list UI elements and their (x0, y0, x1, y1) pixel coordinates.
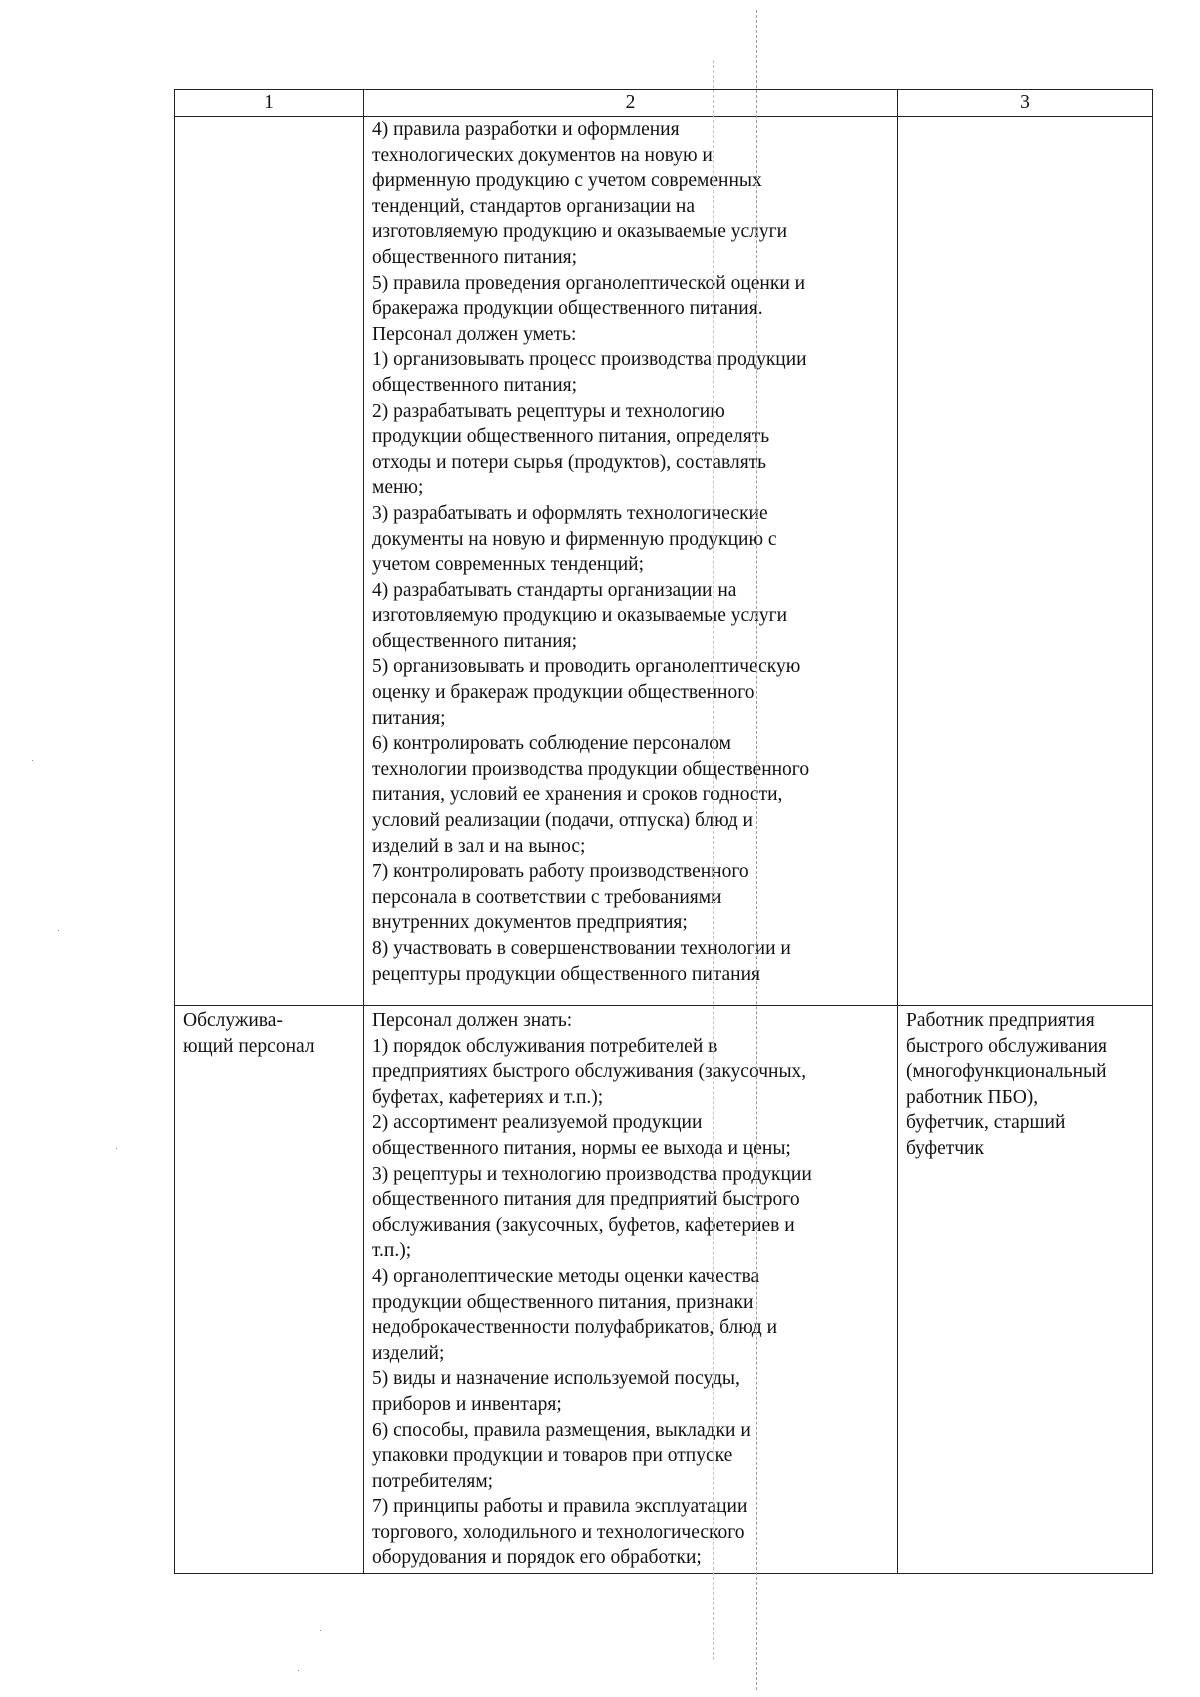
text-line: Персонал должен знать: (372, 1010, 573, 1031)
text-line: тенденций, стандартов организации на (372, 195, 696, 217)
text-line: фирменную продукцию с учетом современных (372, 170, 762, 192)
text-line: меню; (372, 477, 424, 499)
text-line: 4) органолептические методы оценки качества (372, 1265, 760, 1287)
text-line: питания; (372, 707, 446, 729)
text-line: Персонал должен уметь: (372, 323, 577, 345)
position-title-line: буфетчик, старший (906, 1112, 1066, 1134)
text-line: 6) контролировать соблюдение персоналом (372, 733, 731, 755)
position-title-line: Работник предприятия (906, 1010, 1095, 1031)
position-title-line: быстрого обслуживания (906, 1035, 1107, 1057)
text-line: потребителям; (372, 1470, 494, 1492)
text-line: технологических документов на новую и (372, 144, 713, 166)
text-line: 5) виды и назначение используемой посуды, (372, 1368, 740, 1390)
text-line: упаковки продукции и товаров при отпуске (372, 1445, 733, 1467)
text-line: приборов и инвентаря; (372, 1393, 562, 1415)
row2-col3-cell (898, 1006, 1153, 1574)
text-line: 2) ассортимент реализуемой продукции (372, 1112, 703, 1134)
text-line: изделий в зал и на вынос; (372, 835, 586, 857)
text-line: 7) принципы работы и правила эксплуатации (372, 1496, 748, 1518)
text-line: 3) разрабатывать и оформлять технологические (372, 502, 768, 524)
text-line: 1) организовывать процесс производства продукции (372, 349, 807, 371)
text-line: 6) способы, правила размещения, выкладки и (372, 1419, 751, 1441)
header-cell-2: 2 (364, 90, 898, 117)
text-line: предприятиях быстрого обслуживания (закусочных, (372, 1061, 807, 1083)
text-line: общественного питания; (372, 246, 578, 268)
row1-col3-cell (898, 117, 1153, 1006)
text-line: недоброкачественности полуфабрикатов, блюд и (372, 1317, 778, 1339)
text-line: торгового, холодильного и технологического (372, 1521, 745, 1543)
category-label-line: Обслужива- (183, 1010, 283, 1031)
row2-col1-cell (175, 1006, 364, 1574)
text-line: продукции общественного питания, определять (372, 426, 770, 448)
text-line: внутренних документов предприятия; (372, 912, 688, 934)
text-line: общественного питания; (372, 374, 578, 396)
header-cell-1: 1 (175, 90, 364, 117)
text-line: 3) рецептуры и технологию производства продукции (372, 1163, 812, 1185)
text-line: учетом современных тенденций; (372, 554, 645, 576)
scan-speck (32, 760, 33, 761)
text-line: рецептуры продукции общественного питания (372, 963, 761, 985)
text-line: изделий; (372, 1342, 445, 1364)
text-line: 5) правила проведения органолептической оценки и (372, 272, 806, 294)
text-line: персонала в соответствии с требованиями (372, 886, 722, 908)
document-table (174, 89, 1153, 1574)
table-row (175, 117, 1153, 1006)
position-title-line: работник ПБО), (906, 1086, 1039, 1108)
text-line: общественного питания; (372, 630, 578, 652)
text-line: изготовляемую продукцию и оказываемые услуги (372, 221, 788, 243)
text-line: документы на новую и фирменную продукцию с (372, 528, 777, 550)
position-title-line: буфетчик (906, 1137, 984, 1159)
row1-col2-cell (364, 117, 898, 1006)
text-line: продукции общественного питания, признаки (372, 1291, 754, 1313)
scan-fold-line (713, 60, 714, 1660)
text-line: буфетах, кафетериях и т.п.); (372, 1086, 604, 1108)
scan-speck (58, 930, 59, 931)
position-title-line: (многофункциональный (906, 1061, 1107, 1083)
text-line: изготовляемую продукцию и оказываемые услуги (372, 605, 788, 627)
text-line: общественного питания, нормы ее выхода и цены; (372, 1137, 791, 1159)
scan-speck (320, 1630, 321, 1631)
scan-fold-line (756, 10, 757, 1690)
text-line: технологии производства продукции общественного (372, 758, 810, 780)
text-line: 4) правила разработки и оформления (372, 119, 680, 140)
text-line: общественного питания для предприятий быстрого (372, 1189, 800, 1211)
text-line: 7) контролировать работу производственного (372, 861, 749, 883)
text-line: бракеража продукции общественного питания. (372, 298, 763, 320)
table-row (175, 1006, 1153, 1574)
text-line: обслуживания (закусочных, буфетов, кафетериев и (372, 1214, 795, 1236)
text-line: т.п.); (372, 1240, 412, 1262)
text-line: 4) разрабатывать стандарты организации на (372, 579, 737, 601)
text-line: оценку и бракераж продукции общественного (372, 682, 755, 704)
text-line: 5) организовывать и проводить органолептическую (372, 656, 801, 678)
text-line: 2) разрабатывать рецептуры и технологию (372, 400, 725, 422)
text-line: оборудования и порядок его обработки; (372, 1547, 702, 1569)
scan-speck (116, 1148, 117, 1149)
text-line: питания, условий ее хранения и сроков годности, (372, 784, 783, 806)
header-cell-3: 3 (898, 90, 1153, 117)
text-line: условий реализации (подачи, отпуска) блюд и (372, 810, 753, 832)
text-line: 8) участвовать в совершенствовании технологии и (372, 938, 791, 959)
table-header-row (175, 90, 1153, 117)
text-line: 1) порядок обслуживания потребителей в (372, 1035, 718, 1057)
scan-speck (298, 1670, 299, 1671)
category-label-line: ющий персонал (183, 1035, 315, 1057)
row1-col1-cell (175, 117, 364, 1006)
text-line: отходы и потери сырья (продуктов), составлять (372, 451, 767, 473)
row2-col2-cell (364, 1006, 898, 1574)
